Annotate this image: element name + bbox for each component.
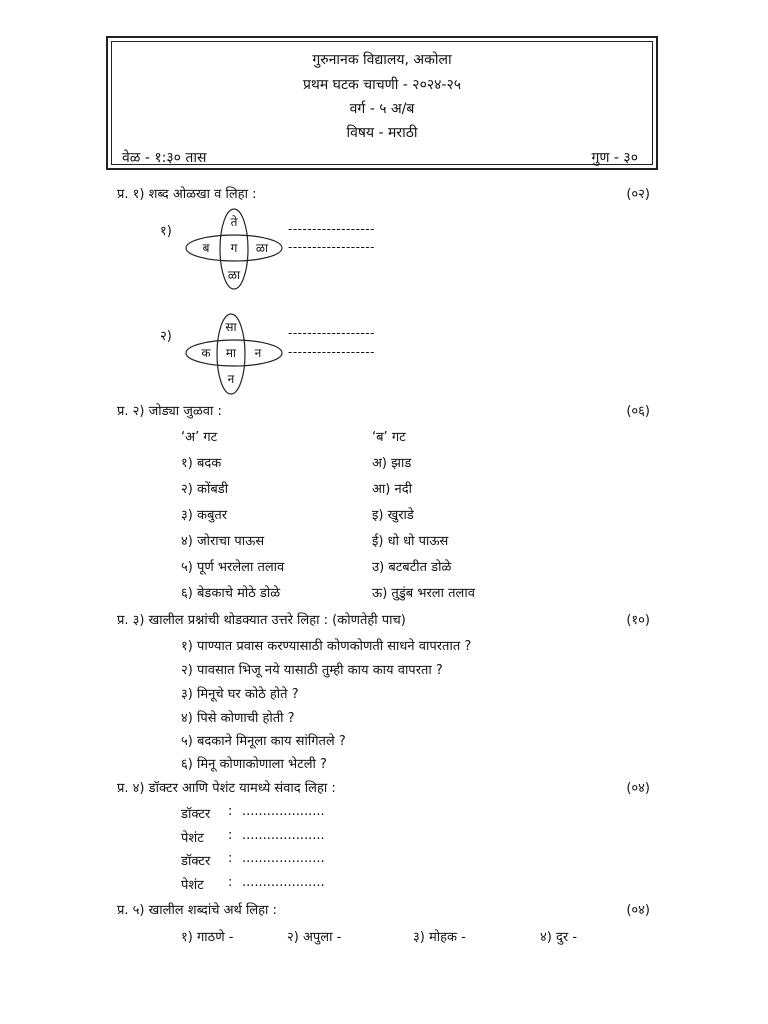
puzzle-1-right-letter: ळा	[255, 241, 269, 255]
q3-question: २) पावसात भिजू नये यासाठी तुम्ही काय काय वापरता ?	[181, 663, 443, 678]
puzzle-2-center-letter: मा	[225, 346, 237, 360]
total-marks: गुण - ३०	[591, 150, 638, 166]
q4-label: प्र. ४) डॉक्टर आणि पेशंट यामध्ये संवाद लिहा :	[117, 781, 336, 796]
q5-word: १) गाठणे -	[181, 930, 234, 945]
q3-question: ४) पिसे कोणाची होती ?	[181, 711, 295, 726]
dialogue-blank[interactable]: ....................	[242, 851, 325, 866]
q4-marks: (०४)	[626, 781, 650, 796]
dialogue-speaker: डॉक्टर	[181, 854, 211, 869]
q2-marks: (०६)	[626, 404, 650, 419]
q5-label: प्र. ५) खालील शब्दांचे अर्थ लिहा :	[117, 903, 277, 918]
time-label: वेळ - १:३० तास	[122, 150, 207, 166]
match-b-item: आ) नदी	[372, 482, 412, 497]
match-a-item: १) बदक	[181, 456, 222, 471]
word-puzzle-1	[184, 208, 284, 292]
exam-title: प्रथम घटक चाचणी - २०२४-२५	[302, 77, 462, 93]
match-b-item: ऊ) तुडुंब भरला तलाव	[372, 586, 475, 601]
puzzle-1-number: १)	[160, 224, 172, 239]
q5-marks: (०४)	[626, 903, 650, 918]
q3-label: प्र. ३) खालील प्रश्नांची थोडक्यात उत्तरे लिहा : (कोणतेही पाच)	[117, 613, 406, 628]
puzzle-2-answer-line-1[interactable]: ------------------	[288, 326, 375, 340]
column-a-heading: ‘अ’ गट	[181, 430, 218, 445]
word-puzzle-2	[184, 312, 284, 396]
class-label: वर्ग - ५ अ/ब	[349, 101, 415, 117]
dialogue-colon: :	[228, 851, 233, 866]
column-b-heading: ‘ब’ गट	[372, 430, 406, 445]
match-a-item: ६) बेडकाचे मोठे डोळे	[181, 586, 281, 601]
q3-marks: (१०)	[626, 613, 650, 628]
dialogue-colon: :	[228, 875, 233, 890]
match-b-item: इ) खुराडे	[372, 508, 414, 523]
dialogue-blank[interactable]: ....................	[242, 804, 325, 819]
q3-question: ६) मिनू कोणाकोणाला भेटली ?	[181, 757, 327, 772]
q1-label: प्र. १) शब्द ओळखा व लिहा :	[117, 187, 257, 202]
q5-word: ३) मोहक -	[413, 930, 466, 945]
dialogue-speaker: डॉक्टर	[181, 807, 211, 822]
dialogue-colon: :	[228, 804, 233, 819]
match-b-item: ई) धो धो पाऊस	[372, 534, 449, 549]
dialogue-blank[interactable]: ....................	[242, 875, 325, 890]
subject-label: विषय - मराठी	[346, 125, 418, 141]
puzzle-1-left-letter: ब	[202, 241, 210, 255]
puzzle-1-center-letter: ग	[230, 241, 238, 255]
dialogue-speaker: पेशंट	[181, 831, 204, 846]
puzzle-2-top-letter: सा	[225, 320, 237, 334]
match-b-item: उ) बटबटीत डोळे	[372, 560, 452, 575]
q2-label: प्र. २) जोड्या जुळवा :	[117, 404, 222, 419]
dialogue-blank[interactable]: ....................	[242, 828, 325, 843]
q1-marks: (०२)	[626, 187, 650, 202]
q5-word: ४) दुर -	[540, 930, 578, 945]
q3-question: १) पाण्यात प्रवास करण्यासाठी कोणकोणती साधने वापरतात ?	[181, 639, 472, 654]
puzzle-1-top-letter: ते	[230, 215, 238, 229]
q5-word: २) अपुला -	[287, 930, 342, 945]
match-a-item: ५) पूर्ण भरलेला तलाव	[181, 560, 285, 575]
dialogue-colon: :	[228, 828, 233, 843]
puzzle-2-bottom-letter: न	[227, 372, 235, 386]
puzzle-2-answer-line-2[interactable]: ------------------	[288, 345, 375, 359]
q3-question: ३) मिनूचे घर कोठे होते ?	[181, 687, 299, 702]
match-a-item: ३) कबुतर	[181, 508, 228, 523]
match-a-item: ४) जोराचा पाऊस	[181, 534, 265, 549]
match-b-item: अ) झाड	[372, 456, 412, 471]
puzzle-2-number: २)	[160, 329, 172, 344]
puzzle-2-right-letter: न	[254, 346, 262, 360]
puzzle-1-answer-line-1[interactable]: ------------------	[288, 222, 375, 236]
school-name: गुरुनानक विद्यालय, अकोला	[312, 52, 452, 68]
puzzle-2-left-letter: क	[201, 346, 211, 360]
header-inner-border	[111, 41, 653, 165]
match-a-item: २) कोंबडी	[181, 482, 229, 497]
dialogue-speaker: पेशंट	[181, 878, 204, 893]
q3-question: ५) बदकाने मिनूला काय सांगितले ?	[181, 734, 346, 749]
puzzle-1-answer-line-2[interactable]: ------------------	[288, 240, 375, 254]
puzzle-1-bottom-letter: ळा	[227, 268, 241, 282]
exam-header	[106, 36, 658, 170]
